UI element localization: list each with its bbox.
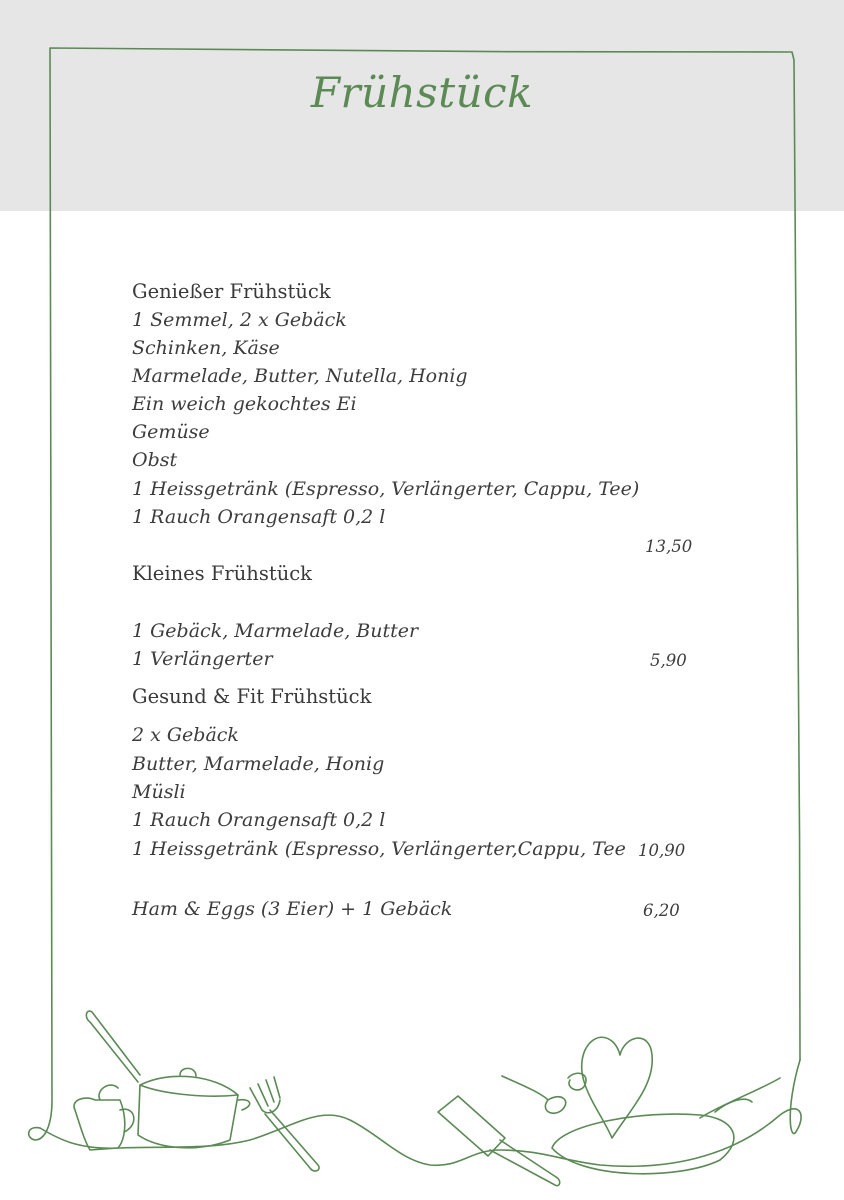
menu-line: Schinken, Käse [132,337,280,359]
section-heading-gesund-fit: Gesund & Fit Frühstück [132,685,372,708]
menu-line: Marmelade, Butter, Nutella, Honig [132,365,468,387]
section-heading-geniesser: Genießer Frühstück [132,280,331,303]
menu-line: Ein weich gekochtes Ei [132,393,357,415]
menu-line: Obst [132,449,178,471]
pot-icon [138,1068,250,1147]
menu-line: 1 Heissgetränk (Espresso, Verlängerter,Cappu, Tee [132,838,626,860]
price-kleines: 5,90 [650,651,687,670]
menu-line: 1 Heissgetränk (Espresso, Verlängerter, Cappu, Tee) [132,478,640,500]
baseline-squiggle [40,1060,801,1166]
spatula-icon [438,1096,560,1186]
section-heading-kleines: Kleines Frühstück [132,562,312,585]
price-ham-eggs: 6,20 [643,901,680,920]
frame-border [29,48,800,1140]
spoon-icon [502,1076,566,1113]
menu-line: 1 Semmel, 2 x Gebäck [132,309,347,331]
pitcher-icon [74,1085,134,1150]
price-gesund-fit: 10,90 [638,841,686,860]
menu-line-ham-eggs: Ham & Eggs (3 Eier) + 1 Gebäck [132,898,453,920]
menu-line: Butter, Marmelade, Honig [132,753,385,775]
menu-line: 1 Rauch Orangensaft 0,2 l [132,809,386,831]
menu-title: Frühstück [310,68,534,117]
frying-pan-icon [552,1078,780,1174]
menu-line: 1 Rauch Orangensaft 0,2 l [132,506,386,528]
fork-icon [250,1077,319,1171]
menu-line: Müsli [132,781,186,803]
menu-line: Gemüse [132,421,210,443]
menu-line: 2 x Gebäck [132,724,239,746]
menu-line: 1 Gebäck, Marmelade, Butter [132,620,419,642]
price-geniesser: 13,50 [645,537,693,556]
heart-icon [582,1037,653,1138]
pan-handle-icon [86,1011,140,1082]
menu-line: 1 Verlängerter [132,648,273,670]
